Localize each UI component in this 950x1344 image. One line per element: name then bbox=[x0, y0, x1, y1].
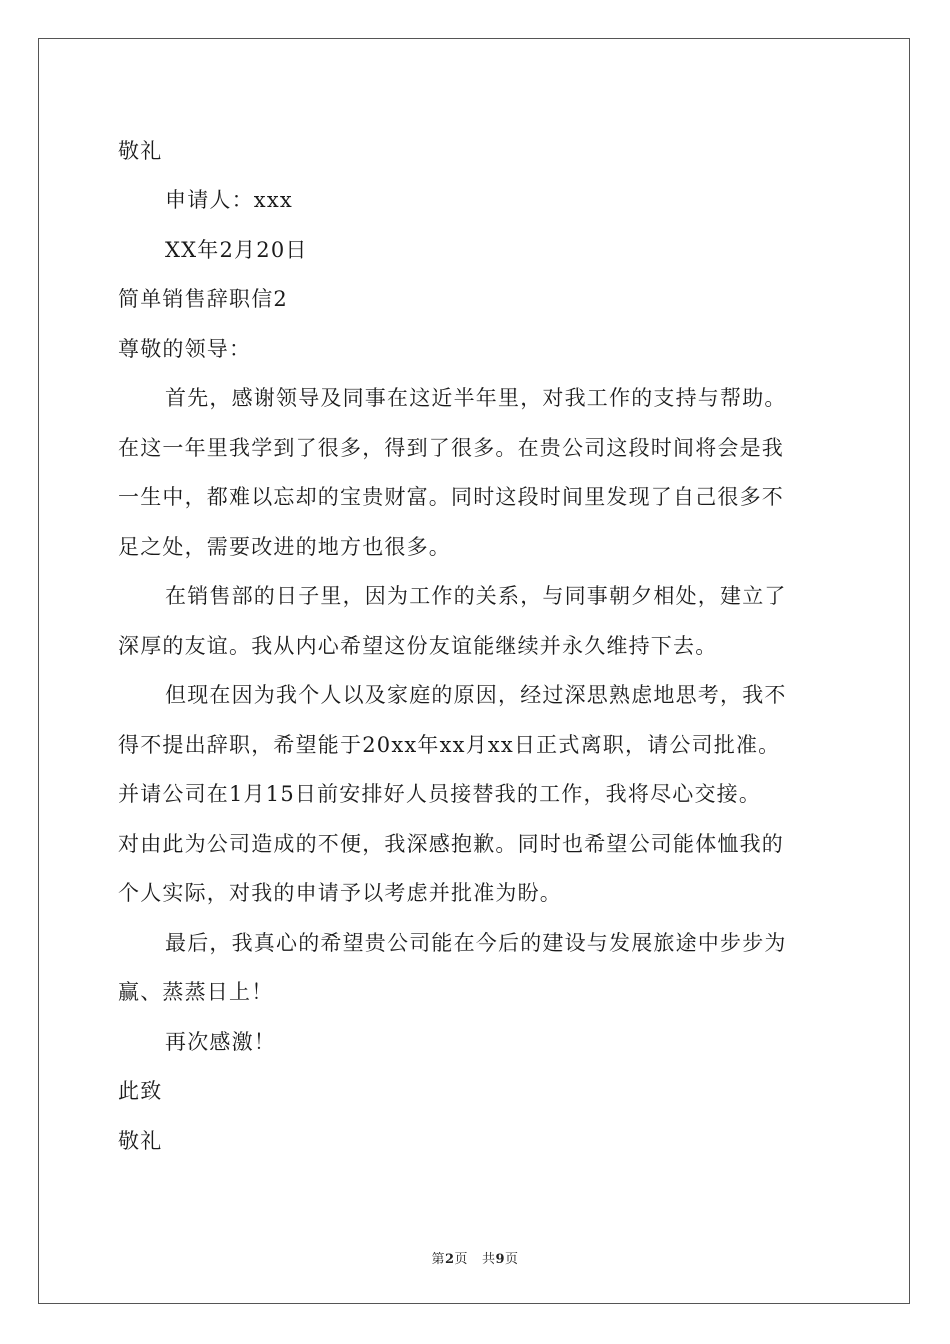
footer-page-number: 2 bbox=[444, 1252, 455, 1267]
closing-text: 敬礼 bbox=[118, 1129, 163, 1153]
letter-title: 简单销售辞职信2 bbox=[118, 287, 288, 311]
body-line: 在这一年里我学到了很多，得到了很多。在贵公司这段时间将会是我 bbox=[118, 436, 784, 460]
body-line: 首先，感谢领导及同事在这近半年里，对我工作的支持与帮助。 bbox=[165, 386, 787, 410]
footer-total-number: 9 bbox=[495, 1252, 506, 1267]
footer-page-prefix: 第 bbox=[431, 1252, 445, 1267]
body-line: 再次感激！ bbox=[165, 1030, 276, 1054]
date-line: XX年2月20日 bbox=[165, 238, 308, 262]
footer-total-prefix: 共 bbox=[481, 1252, 496, 1267]
body-line: 最后，我真心的希望贵公司能在今后的建设与发展旅途中步步为 bbox=[165, 931, 787, 955]
applicant-line: 申请人：xxx bbox=[165, 188, 293, 212]
body-line: 在销售部的日子里，因为工作的关系，与同事朝夕相处，建立了 bbox=[165, 584, 787, 608]
page-border bbox=[38, 38, 910, 1304]
body-line: 对由此为公司造成的不便，我深感抱歉。同时也希望公司能体恤我的 bbox=[118, 832, 784, 856]
footer-total-suffix: 页 bbox=[505, 1252, 519, 1267]
footer-page-suffix: 页 bbox=[454, 1252, 469, 1267]
closing-text: 此致 bbox=[118, 1079, 163, 1103]
page-footer bbox=[0, 1248, 950, 1267]
body-line: 一生中，都难以忘却的宝贵财富。同时这段时间里发现了自己很多不 bbox=[118, 485, 784, 509]
salutation: 尊敬的领导： bbox=[118, 337, 252, 361]
body-line: 但现在因为我个人以及家庭的原因，经过深思熟虑地思考，我不 bbox=[165, 683, 787, 707]
body-line: 足之处，需要改进的地方也很多。 bbox=[118, 535, 451, 559]
body-line: 赢、蒸蒸日上！ bbox=[118, 980, 274, 1004]
closing-text-top: 敬礼 bbox=[118, 139, 163, 163]
body-line: 得不提出辞职，希望能于20xx年xx月xx日正式离职，请公司批准。 bbox=[118, 733, 781, 757]
body-line: 个人实际，对我的申请予以考虑并批准为盼。 bbox=[118, 881, 562, 905]
body-line: 并请公司在1月15日前安排好人员接替我的工作，我将尽心交接。 bbox=[118, 782, 762, 806]
body-line: 深厚的友谊。我从内心希望这份友谊能继续并永久维持下去。 bbox=[118, 634, 718, 658]
